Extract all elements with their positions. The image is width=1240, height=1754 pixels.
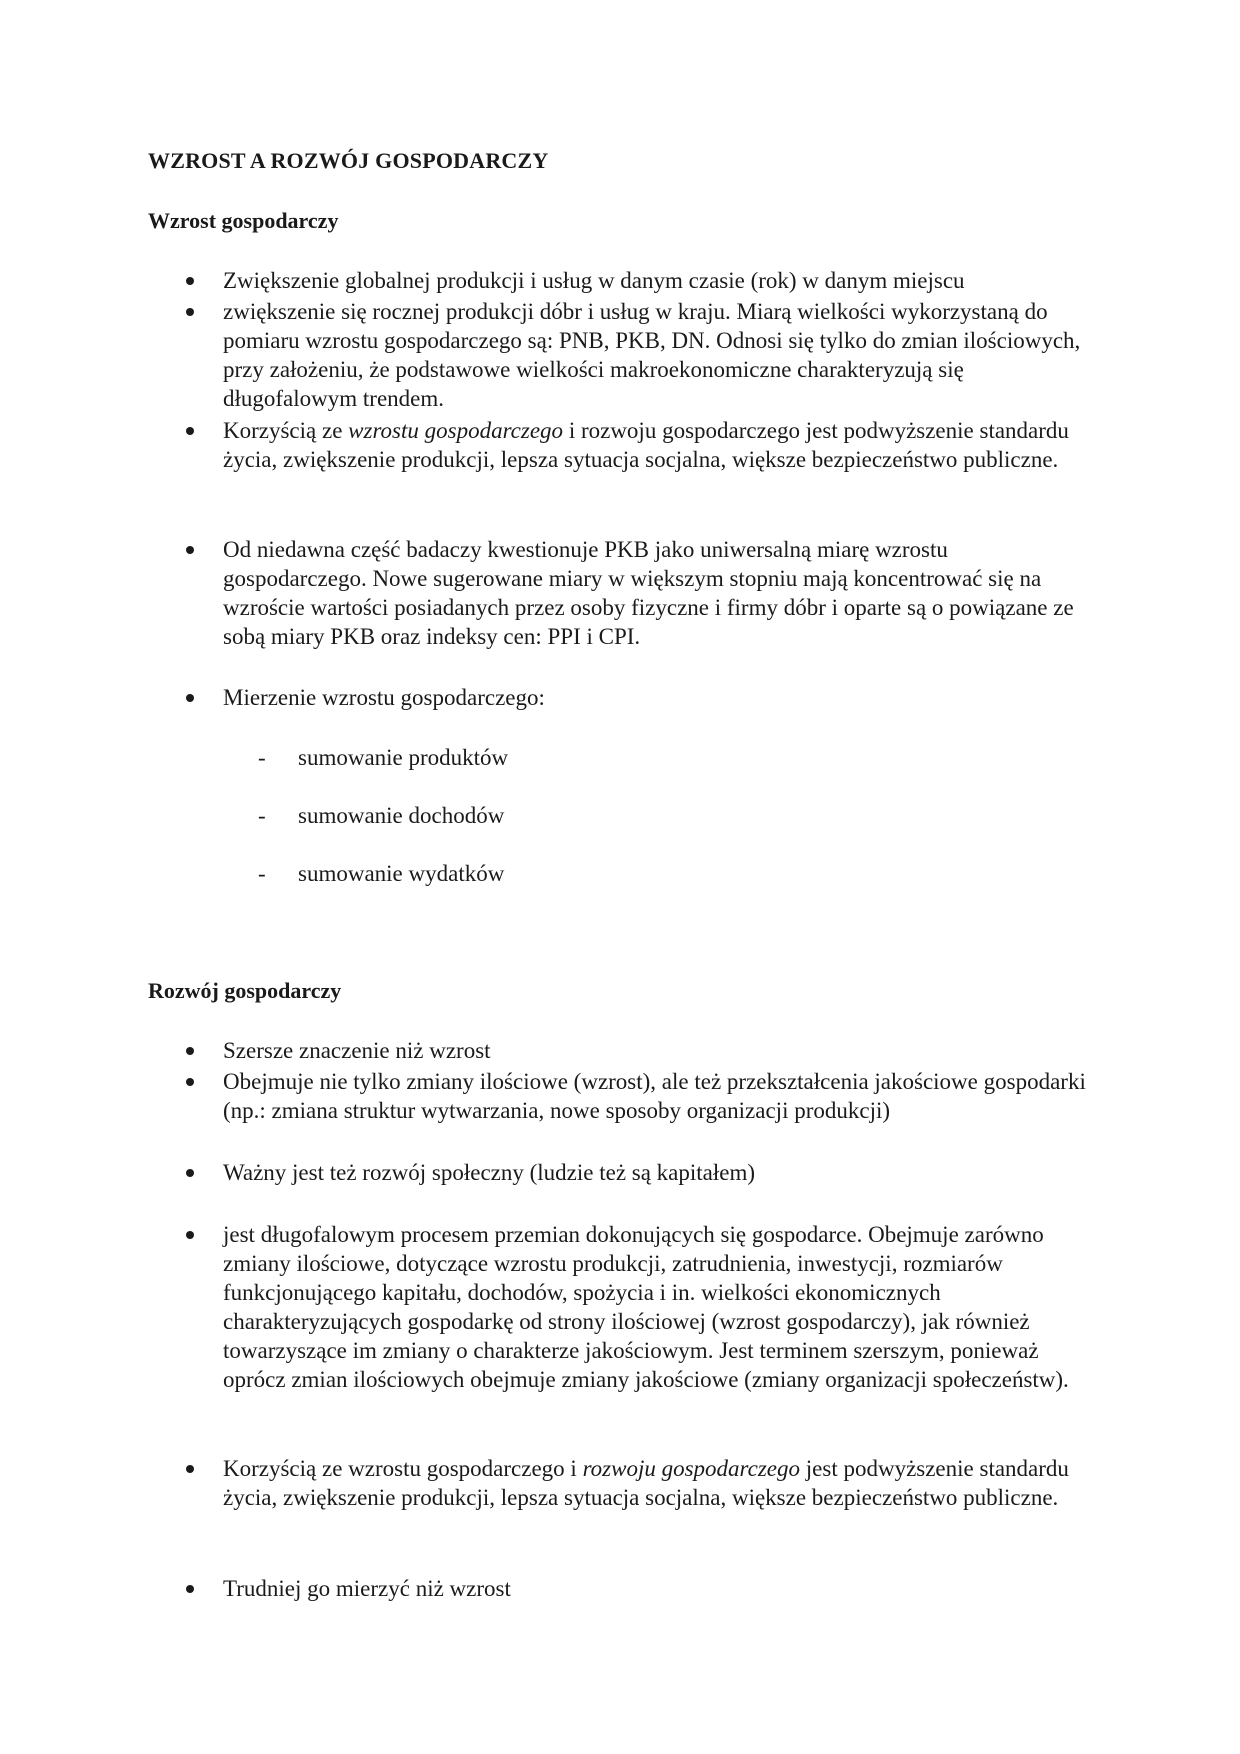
sub-list-item-text: sumowanie dochodów bbox=[298, 803, 505, 828]
bullet-icon bbox=[186, 1047, 194, 1055]
list-item bbox=[186, 1067, 1096, 1125]
dash-icon: - bbox=[258, 745, 266, 770]
bullet-icon bbox=[186, 546, 194, 554]
list-item bbox=[186, 1220, 1096, 1394]
bullet-icon bbox=[186, 1231, 194, 1239]
list-item bbox=[186, 1036, 1096, 1065]
list-item-text: Zwiększenie globalnej produkcji i usług w danym czasie (rok) w danym miejscu bbox=[223, 268, 965, 293]
sub-list-item-text: sumowanie produktów bbox=[298, 745, 509, 770]
sub-list-item bbox=[258, 859, 504, 888]
bullet-icon bbox=[186, 308, 194, 316]
list-item-text: jest długofalowym procesem przemian dokonujących się gospodarce. Obejmuje zarówno zmiany ilościowe, dotyczące wzrostu produkcji, zatrudnienia, inwestycji, rozmiarów funkcjonującego kapitału, dochodów, spożycia i in. wielkości ekonomicznych charakteryzujących gospodarkę od strony ilościowej (wzrost gospodarczy), jak również towarzyszące im zmiany o charakterze jakościowym. Jest terminem szerszym, ponieważ oprócz zmian ilościowych obejmuje zmiany jakościowe (zmiany organizacji społeczeństw). bbox=[223, 1222, 1069, 1392]
sub-list-item bbox=[258, 743, 508, 772]
emphasis: rozwoju gospodarczego bbox=[582, 1456, 801, 1481]
bullet-icon bbox=[186, 1169, 194, 1177]
section-heading-growth: Wzrost gospodarczy bbox=[148, 208, 339, 233]
list-item-text: Mierzenie wzrostu gospodarczego: bbox=[223, 685, 545, 710]
bullet-icon bbox=[186, 1465, 194, 1473]
list-item bbox=[186, 1158, 1096, 1187]
bullet-icon bbox=[186, 1078, 194, 1086]
list-item-text: Od niedawna część badaczy kwestionuje PKB jako uniwersalną miarę wzrostu gospodarczego. Nowe sugerowane miary w większym stopniu mają koncentrować się na wzroście wartości posiadanych przez osoby fizyczne i firmy dóbr i oparte są o powiązane ze sobą miary PKB oraz indeksy cen: PPI i CPI. bbox=[223, 537, 1074, 649]
list-item-text: Obejmuje nie tylko zmiany ilościowe (wzrost), ale też przekształcenia jakościowe gospodarki (np.: zmiana struktur wytwarzania, nowe sposoby organizacji produkcji) bbox=[223, 1069, 1086, 1123]
list-item-text: Korzyścią ze wzrostu gospodarczego i rozwoju gospodarczego jest podwyższenie standardu życia, zwiększenie produkcji, lepsza sytuacja socjalna, większe bezpieczeństwo publiczne. bbox=[223, 418, 1069, 472]
list-item bbox=[186, 1574, 1096, 1603]
section-heading-development: Rozwój gospodarczy bbox=[148, 978, 342, 1003]
bullet-icon bbox=[186, 427, 194, 435]
list-item bbox=[186, 266, 1096, 295]
document-title: WZROST A ROZWÓJ GOSPODARCZY bbox=[148, 148, 549, 173]
list-item bbox=[186, 1454, 1096, 1512]
emphasis: wzrostu gospodarczego bbox=[348, 418, 564, 443]
sub-list-item-text: sumowanie wydatków bbox=[298, 861, 505, 886]
bullet-icon bbox=[186, 1585, 194, 1593]
list-item-text: Ważny jest też rozwój społeczny (ludzie też są kapitałem) bbox=[223, 1160, 756, 1185]
bullet-icon bbox=[186, 694, 194, 702]
dash-icon: - bbox=[258, 803, 266, 828]
bullet-icon bbox=[186, 277, 194, 285]
list-item-text: Szersze znaczenie niż wzrost bbox=[223, 1038, 491, 1063]
list-item bbox=[186, 416, 1096, 474]
list-item bbox=[186, 535, 1096, 651]
list-item-text: Korzyścią ze wzrostu gospodarczego i rozwoju gospodarczego jest podwyższenie standardu życia, zwiększenie produkcji, lepsza sytuacja socjalna, większe bezpieczeństwo publiczne. bbox=[223, 1456, 1069, 1510]
list-item-text: Trudniej go mierzyć niż wzrost bbox=[223, 1576, 511, 1601]
list-item bbox=[186, 297, 1096, 413]
dash-icon: - bbox=[258, 861, 266, 886]
list-item-text: zwiększenie się rocznej produkcji dóbr i usług w kraju. Miarą wielkości wykorzystaną do pomiaru wzrostu gospodarczego są: PNB, PKB, DN. Odnosi się tylko do zmian ilościowych, przy założeniu, że podstawowe wielkości makroekonomiczne charakteryzują się długofalowym trendem. bbox=[223, 299, 1081, 411]
sub-list-item bbox=[258, 801, 504, 830]
list-item bbox=[186, 683, 1096, 712]
